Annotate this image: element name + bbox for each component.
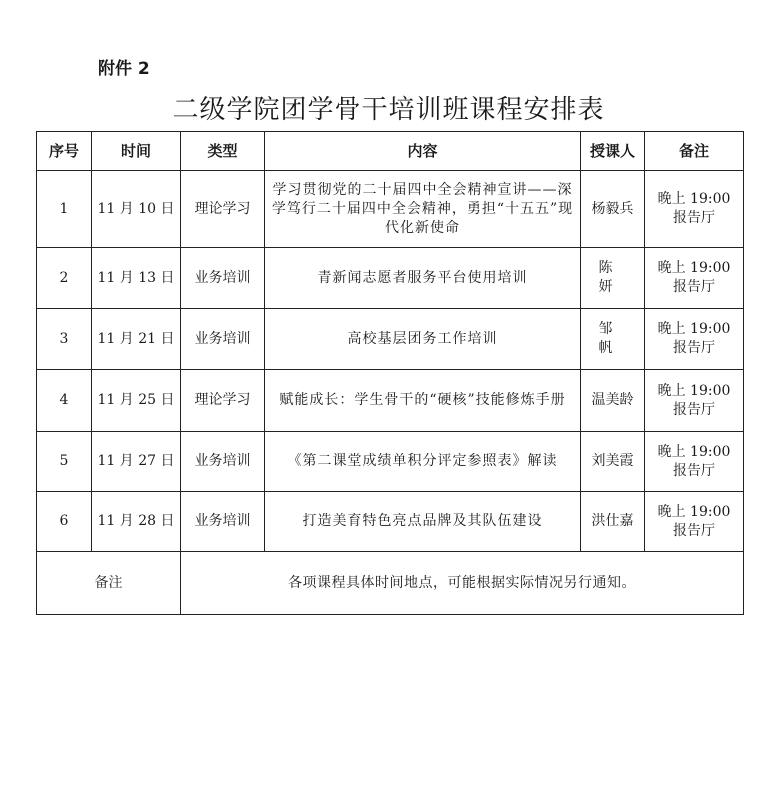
cell-index: 5 xyxy=(37,432,92,492)
cell-content: 打造美育特色亮点品牌及其队伍建设 xyxy=(265,492,581,552)
cell-teacher: 陈妍 xyxy=(581,248,645,309)
cell-type: 业务培训 xyxy=(181,309,265,370)
cell-note xyxy=(645,309,744,370)
header-time: 时间 xyxy=(92,132,181,171)
note-venue: 报告厅 xyxy=(673,401,715,418)
cell-time: 11 月 21 日 xyxy=(92,309,181,370)
attachment-label: 附件 2 xyxy=(98,59,150,79)
cell-content: 高校基层团务工作培训 xyxy=(265,309,581,370)
header-note: 备注 xyxy=(645,132,744,171)
cell-content: 《第二课堂成绩单积分评定参照表》解读 xyxy=(265,432,581,492)
cell-time: 11 月 27 日 xyxy=(92,432,181,492)
cell-index: 3 xyxy=(37,309,92,370)
note-time: 晚上 19:00 xyxy=(657,321,731,337)
cell-note xyxy=(645,492,744,552)
cell-note xyxy=(645,370,744,432)
cell-teacher: 刘美霞 xyxy=(581,432,645,492)
cell-type: 业务培训 xyxy=(181,432,265,492)
course-schedule-table xyxy=(36,131,744,615)
cell-teacher: 温美龄 xyxy=(581,370,645,432)
note-time: 晚上 19:00 xyxy=(657,443,731,460)
header-index: 序号 xyxy=(37,132,92,171)
note-venue: 报告厅 xyxy=(673,522,715,539)
cell-type: 业务培训 xyxy=(181,248,265,309)
header-teacher: 授课人 xyxy=(581,132,645,171)
cell-teacher: 杨毅兵 xyxy=(581,171,645,248)
note-time: 晚上 19:00 xyxy=(657,382,731,399)
header-content: 内容 xyxy=(265,132,581,171)
cell-teacher: 邹帆 xyxy=(581,309,645,370)
note-time: 晚上 19:00 xyxy=(657,503,731,520)
note-venue: 报告厅 xyxy=(673,340,715,356)
note-time: 晚上 19:00 xyxy=(657,191,731,207)
cell-time: 11 月 13 日 xyxy=(92,248,181,309)
remarks-text: 各项课程具体时间地点，可能根据实际情况另行通知。 xyxy=(181,552,744,615)
table-row xyxy=(37,248,744,309)
note-time: 晚上 19:00 xyxy=(657,260,731,276)
table-row xyxy=(37,370,744,432)
cell-type: 理论学习 xyxy=(181,370,265,432)
cell-content: 青新闻志愿者服务平台使用培训 xyxy=(265,248,581,309)
remarks-label: 备注 xyxy=(37,552,181,615)
cell-index: 4 xyxy=(37,370,92,432)
table-row xyxy=(37,309,744,370)
cell-note xyxy=(645,171,744,248)
cell-content: 学习贯彻党的二十届四中全会精神宣讲——深学笃行二十届四中全会精神，勇担“十五五”现代化新使命 xyxy=(265,171,581,248)
cell-content: 赋能成长：学生骨干的“硬核”技能修炼手册 xyxy=(265,370,581,432)
table-row xyxy=(37,171,744,248)
cell-time: 11 月 28 日 xyxy=(92,492,181,552)
cell-teacher: 洪仕嘉 xyxy=(581,492,645,552)
cell-index: 1 xyxy=(37,171,92,248)
table-row xyxy=(37,492,744,552)
table-row xyxy=(37,432,744,492)
cell-type: 理论学习 xyxy=(181,171,265,248)
cell-note xyxy=(645,248,744,309)
note-venue: 报告厅 xyxy=(673,279,715,295)
cell-note xyxy=(645,432,744,492)
table-header-row xyxy=(37,132,744,171)
cell-time: 11 月 25 日 xyxy=(92,370,181,432)
note-venue: 报告厅 xyxy=(673,210,715,226)
cell-index: 2 xyxy=(37,248,92,309)
document-title: 二级学院团学骨干培训班课程安排表 xyxy=(172,95,605,125)
cell-time: 11 月 10 日 xyxy=(92,171,181,248)
cell-index: 6 xyxy=(37,492,92,552)
remarks-row xyxy=(37,552,744,615)
note-venue: 报告厅 xyxy=(673,462,715,479)
header-type: 类型 xyxy=(181,132,265,171)
cell-type: 业务培训 xyxy=(181,492,265,552)
